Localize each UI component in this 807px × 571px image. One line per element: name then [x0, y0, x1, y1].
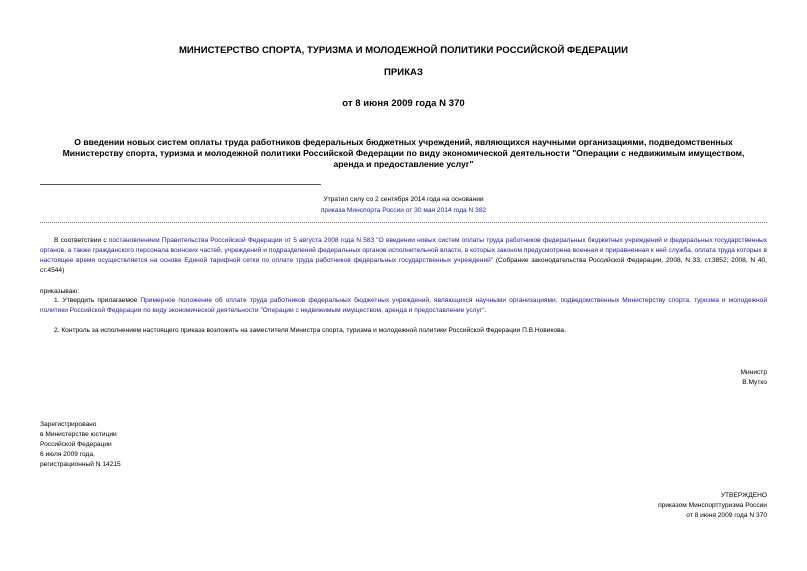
- document-type: ПРИКАЗ: [384, 67, 423, 78]
- signatory-position: Министр: [740, 369, 767, 376]
- registration-line: 6 июля 2009 года,: [40, 451, 95, 458]
- short-divider: [40, 184, 321, 185]
- preamble-lead: В соответствии с: [54, 237, 109, 244]
- item-1-lead: 1. Утвердить прилагаемое: [54, 297, 141, 304]
- title-line-1: О введении новых систем оплаты труда работников федеральных бюджетных учреждений, являющихся научными организациями, подведомственных: [74, 137, 733, 147]
- registration-line: в Министерстве юстиции: [40, 431, 117, 438]
- approval-line: УТВЕРЖДЕНО: [720, 492, 767, 499]
- preamble-tail: (Собрание законодательства Российской Федерации, 2008, N 33, ст.3852; 2008, N 40, ст.4544): [40, 257, 767, 274]
- item-2-paragraph: 2. Контроль за исполнением настоящего приказа возложить на заместителя Министра спорта, туризма и молодежной политики Российской Федерации П.В.Новикова.: [54, 327, 567, 334]
- document-title: [40, 137, 767, 171]
- repeal-order-link[interactable]: приказа Минспорта России от 30 мая 2014 года N 382: [320, 207, 487, 214]
- registration-line: Российской Федерации: [40, 441, 112, 448]
- signature-block: [741, 368, 768, 388]
- model-regulation-link[interactable]: Примерное положение об оплате труда работников федеральных бюджетных учреждений, являющихся научными организациями, подведомственных Министерству спорта, туризма и молодежной политики Российской Федерации по виду экономической деятельности "Операции с недвижимым имуществом, аренда и предоставление услуг": [40, 297, 768, 314]
- title-line-2: Министерству спорта, туризма и молодежной политики Российской Федерации по виду экономической деятельности "Операции с недвижимым имуществом,: [62, 148, 745, 159]
- dotted-divider: [40, 222, 767, 223]
- government-decree-link[interactable]: постановлением Правительства Российской Федерации от 5 августа 2008 года N 583 "О введении новых систем оплаты труда работников федеральных бюджетных учреждений и федеральных государственных органов, а также гражданского персонала воинских частей, учреждений и подразделений федеральных органов исполнительной власти, в которых законом предусмотрена военная и приравненная к ней служба, оплата труда которых в настоящее время осуществляется на основе Единой тарифной сетки по оплате труда работников федеральных государственных учреждений": [40, 237, 767, 264]
- item-1-paragraph: [40, 296, 767, 316]
- item-1-tail: .: [484, 307, 487, 314]
- approval-line: от 8 июня 2009 года N 370: [686, 512, 767, 519]
- order-word: приказываю:: [40, 288, 80, 295]
- approval-block: [658, 491, 767, 521]
- registration-line: Зарегистрировано: [40, 421, 97, 428]
- approval-line: приказом Минспорттуризма России: [658, 502, 767, 509]
- document-date-number: от 8 июня 2009 года N 370: [342, 98, 465, 109]
- ministry-heading: МИНИСТЕРСТВО СПОРТА, ТУРИЗМА И МОЛОДЕЖНОЙ ПОЛИТИКИ РОССИЙСКОЙ ФЕДЕРАЦИИ: [178, 45, 629, 56]
- title-line-3: аренда и предоставление услуг": [333, 159, 474, 170]
- preamble-paragraph: [40, 236, 767, 276]
- repeal-note: Утратил силу со 2 сентября 2014 года на основании: [323, 196, 484, 203]
- registration-line: регистрационный N 14215: [40, 461, 121, 468]
- registration-block: [40, 420, 121, 470]
- repeal-note-link-row: [0, 206, 807, 216]
- signatory-name: В.Мутко: [742, 379, 767, 386]
